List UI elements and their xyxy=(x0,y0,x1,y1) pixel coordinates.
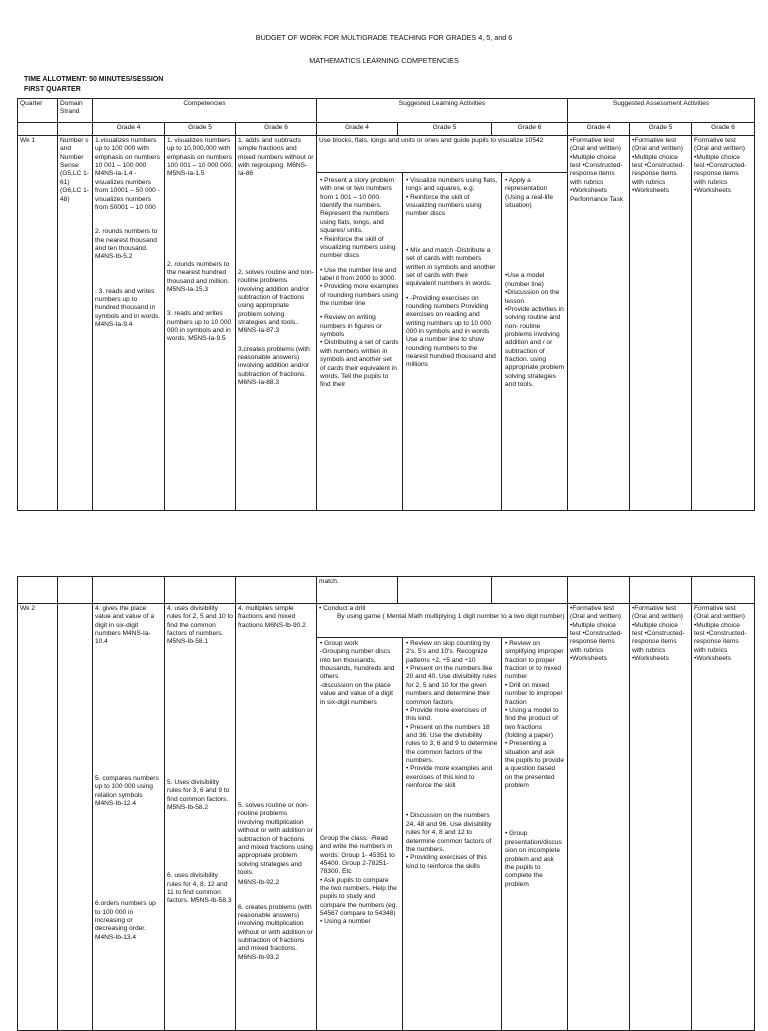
assessment-grade5: •Formative test (Oral and written) •Multiple choice test •Constructed-response items with rubrics •Worksheets xyxy=(630,604,692,1031)
learning-activities: Use blocks, flats, longs and units or ones and guide pupils to visualize 10542 • Present a story problem with one or two numbers from 1 001 – 10 000. Identify the numbers. Represent the numbers using flats, longs, and squares/ units. • Reinforce the skill of visualizing numbers using number discs • Use the number line and label it from 2000 to 3000. • Providing more examples of rounding numbers using the number line • Review on writing numbers in figures or symbols • Distributing a set of cards with numbers written in symbols and another set of cards their equivalent in words. Tell the pupils to find their • Visualize numbers using flats, longs and squares, e.g. • Reinforce the skill of visualizing numbers using number discs • Mix and match -Distribute a set of cards with numbers written in symbols and another set of cards with their equivalent numbers in words. • -Providing exercises on rounding numbers Providing exercises on reading and writing numbers up to 10 000 000 in symbols and in words Use a number line to show rounding numbers to the nearest hundred thousand and millions • Apply a representation (Using a real-life situation) •Use a model (number line) •Discussion on the lesson •Provide activities in solving routine and non- routine problems involving addition and / or subtraction of fraction. using appropriate problem solving strategies and tools. xyxy=(317,136,568,511)
header-quarter: Quarter xyxy=(18,99,58,123)
week1-table xyxy=(17,98,755,511)
week2-table xyxy=(17,576,755,1031)
header-assessment: Suggested Assessment Activities xyxy=(568,99,755,123)
assessment-grade6: Formative test (Oral and written) •Multiple choice test •Constructed-response items with rubrics •Worksheets xyxy=(692,136,755,511)
assessment-grade5: •Formative test (Oral and written) •Multiple choice test •Constructed-response items with rubrics •Worksheets xyxy=(630,136,692,511)
competency-grade6: 1. adds and subtracts simple fractions and mixed numbers without or with regrouping. M6NS-Ia-86 2. solves routine and non-routine problems involving addition and/or subtraction of fractions using appropriate problem solving strategies and tools.. M6NS-Ia-87.3 3.creates problems (with reasonable answers) involving addition and/or subtraction of fractions. M6NS-Ia-88.3 xyxy=(236,136,317,511)
quarter-label: FIRST QUARTER xyxy=(24,86,81,93)
competency-grade4: 1.visualizes numbers up to 100 000 with emphasis on numbers 10 001 – 100 000 M4NS-Ia-1.4 -visualizes numbers from 10001 – 50 000 -visualizes numbers from 50001 – 10 000 2. rounds numbers to the nearest thousand and ten thousand. M4NS-Ib-5.2 . 3. reads and writes numbers up to hundred thousand in symbols and in words. M4NS-Ia-9.4 xyxy=(93,136,165,511)
header-competencies: Competencies xyxy=(93,99,317,123)
header-grade5: Grade 5 xyxy=(165,123,236,136)
domain-strand: Number s and Number Sense (G5,LC 1-61) (G6,LC 1-48) xyxy=(58,136,93,511)
header-grade5-activity: Grade 5 xyxy=(398,123,492,136)
week-label: Wk 1 xyxy=(18,136,58,511)
competency-grade5: 4. uses divisibility rules for 2, 5 and 10 to find the common factors of numbers. M5NS-Ib-58.1 5. Uses divisibility rules for 3, 6 and 9 to find common factors. M5NS-Ib-58.2 6. uses divisibility rules for 4, 8, 12 and 11 to find common factors. M5NS-Ib-58.3 xyxy=(165,604,236,1031)
assessment-grade6: Formative test (Oral and written) •Multiple choice test •Constructed-response items with rubrics •Worksheets xyxy=(692,604,755,1031)
competency-grade4: 4. gives the place value and value of a digit in six-digit numbers M4NS-Ia-10.4 5. compares numbers up to 100 000 using relation symbols M4NS-Ib-12.4 6.orders numbers up to 100 000 in increasing or decreasing order. M4NS-Ib-13.4 xyxy=(93,604,165,1031)
competency-grade5: 1. visualizes numbers up to 10,000,000 with emphasis on numbers 100 001 – 10 000 000. M5NS-Ia-1.5 2. rounds numbers to the nearest hundred thousand and million. M5NS-Ia-15.3 3. reads and writes numbers up to 10 000 000 in symbols and in words. M5NS-Ia-9.5 xyxy=(165,136,236,511)
document-title: BUDGET OF WORK FOR MULTIGRADE TEACHING FOR GRADES 4, 5, and 6 xyxy=(255,33,513,42)
week-label: Wk 2 xyxy=(18,604,58,1031)
header-domain: Domain Strand xyxy=(58,99,93,123)
header-activities: Suggested Learning Activities xyxy=(317,99,568,123)
header-grade4-assessment: Grade 4 xyxy=(568,123,630,136)
learning-activities: • Conduct a drill By using game ( Mental Math multiplying 1 digit number to a two digit number) • Group work -Grouping number discs into ten thousands, thousands, hundreds and others -discussion on the place value and value of a digit in six-digit numbers Group the class. -Read and write the numbers in words: Group 1- 45351 to 45400. Group 2-78251- 78300. Etc • Ask pupils to compare the two numbers. Help the pupils to study and compare the numbers (eg. 54567 compare to 54348) • Using a number • Review on skip counting by 2's, 5's and 10's. Recognize patterns ÷2, ÷5 and ÷10 • Present on the numbers like 20 and 40. Use divisibility rules for 2, 5 and 10 for the given numbers and determine their common factors • Provide more exercises of this kind. • Present on the numbers 18 and 36. Use the divisibility rules to 3, 6 and 9 to determine the common factors of the numbers. • Provide more examples and exercises of this kind to reinforce the skill • Discussion on the numbers 24, 48 and 96. Use divisibility rules for 4, 8 and 12 to determine common factors of the numbers. • Providing exercises of this kind to reinforce the skills • Review on simplifying improper fraction to proper fraction or to mixed number • Drill on mixed number to improper fraction • Using a model to find the product of two fractions (folding a paper) • Presenting a situation and ask the pupils to provide a question based on the presented problem • Group presentation/discus sion on incomplete problem and ask the pupils to complete the problem xyxy=(317,604,568,1031)
time-allotment: TIME ALLOTMENT: 50 MINUTES/SESSION xyxy=(24,76,164,83)
continued-text: match. xyxy=(317,577,398,604)
header-grade4-activity: Grade 4 xyxy=(317,123,398,136)
header-grade6-assessment: Grade 6 xyxy=(692,123,755,136)
competency-grade6: 4. multiplies simple fractions and mixed fractions M6NS-Ib-90.2 5. solves routine or non-routine problems involving multiplication without or with addition or subtraction of fractions and mixed fractions using appropriate problem solving strategies and tools. M6NS-Ib-92.2 6. creates problems (with reasonable answers) involving multiplication without or with addition or subtraction of fractions and mixed fractions. M6NS-Ib-93.2 xyxy=(236,604,317,1031)
header-grade6-activity: Grade 6 xyxy=(492,123,568,136)
header-grade5-assessment: Grade 5 xyxy=(630,123,692,136)
header-grade4: Grade 4 xyxy=(93,123,165,136)
header-grade6: Grade 6 xyxy=(236,123,317,136)
document-subtitle: MATHEMATICS LEARNING COMPETENCIES xyxy=(309,56,459,65)
assessment-grade4: •Formative test (Oral and written) •Multiple choice test •Constructed-response items with rubrics •Worksheets xyxy=(568,604,630,1031)
assessment-grade4: •Formative test (Oral and written) •Multiple choice test •Constructed-response items with rubrics •Worksheets Performance Task xyxy=(568,136,630,511)
